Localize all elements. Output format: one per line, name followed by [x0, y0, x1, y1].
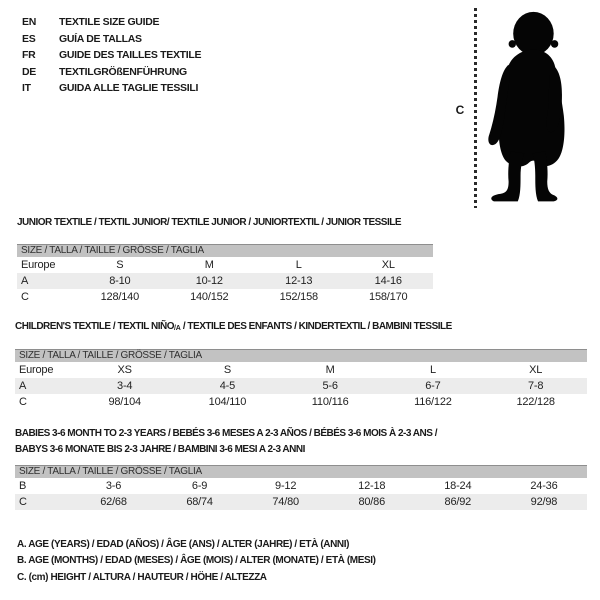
language-title: GUIDE DES TAILLES TEXTILE — [59, 49, 202, 62]
language-title: TEXTILE SIZE GUIDE — [59, 16, 160, 28]
size-cell: 98/104 — [108, 396, 141, 408]
size-cell: 12-13 — [285, 275, 313, 287]
language-block — [22, 14, 201, 97]
children-section — [15, 321, 587, 410]
table-row — [15, 362, 587, 378]
language-code: IT — [22, 82, 31, 95]
table-row — [15, 478, 587, 494]
size-cell: 7-8 — [527, 380, 544, 392]
row-label: B — [19, 480, 27, 492]
size-cell: 14-16 — [374, 275, 402, 287]
size-header-bar: SIZE / TALLA / TAILLE / GRÖSSE / TAGLIA — [15, 349, 587, 362]
size-cell: L — [295, 259, 302, 271]
size-cell: L — [429, 364, 436, 376]
size-cell: 116/122 — [414, 396, 452, 408]
section-title: JUNIOR TEXTILE / TEXTIL JUNIOR/ TEXTILE JUNIOR / JUNIORTEXTIL / JUNIOR TESSILE — [17, 217, 402, 228]
size-cell: 128/140 — [100, 291, 139, 303]
baby-silhouette — [481, 10, 573, 208]
language-title: GUIDA ALLE TAGLIE TESSILI — [59, 82, 199, 95]
legend-note-c: C. (cm) HEIGHT / ALTURA / HAUTEUR / HÖHE / ALTEZZA — [17, 571, 267, 583]
size-cell: XL — [529, 364, 543, 376]
table-row — [17, 257, 433, 273]
language-title: TEXTILGRÖßENFÜHRUNG — [59, 65, 187, 78]
table-row — [15, 394, 587, 410]
babies-section — [15, 426, 587, 510]
title-subscript: /A — [173, 325, 181, 332]
size-cell: 104/110 — [208, 396, 247, 408]
size-cell: XL — [381, 259, 395, 271]
size-cell: 6-9 — [191, 480, 208, 492]
language-row — [22, 47, 201, 64]
size-cell: 3-6 — [105, 480, 122, 492]
section-title: BABIES 3-6 MONTH TO 2-3 YEARS / BEBÉS 3-6 MESES A 2-3 AÑOS / BÉBÉS 3-6 MOIS À 2-3 ANS / BABYS 3-6 MONATE BIS 2-3 JAHRE / BAMBINI 3-6 MESI A 2-3 ANNI — [15, 428, 437, 455]
size-table — [15, 362, 587, 410]
size-cell: 6-7 — [425, 380, 441, 392]
size-cell: M — [204, 259, 214, 271]
size-cell: S — [116, 259, 124, 271]
size-cell: 80/86 — [358, 496, 385, 508]
row-label: A — [21, 275, 29, 287]
size-cell: 92/98 — [530, 496, 558, 508]
size-header-bar: SIZE / TALLA / TAILLE / GRÖSSE / TAGLIA — [15, 465, 587, 478]
language-row — [22, 80, 201, 97]
size-cell: 74/80 — [272, 496, 299, 508]
size-cell: 140/152 — [190, 291, 229, 303]
size-cell: 18-24 — [444, 480, 472, 492]
size-table — [15, 478, 587, 510]
row-label: A — [19, 380, 27, 392]
size-cell: 86/92 — [444, 496, 472, 508]
language-row — [22, 14, 201, 31]
size-cell: 5-6 — [322, 380, 338, 392]
size-cell: S — [223, 364, 231, 376]
language-code: FR — [22, 49, 36, 62]
size-cell: XS — [117, 364, 132, 376]
row-label: C — [19, 396, 27, 408]
size-cell: 4-5 — [219, 380, 236, 392]
size-cell: 8-10 — [109, 275, 131, 287]
language-code: ES — [22, 32, 36, 45]
row-label: Europe — [21, 259, 56, 271]
language-code: DE — [22, 65, 36, 78]
size-cell: 62/68 — [100, 496, 127, 508]
height-label-c: C — [455, 103, 465, 117]
legend-note-a: A. AGE (YEARS) / EDAD (AÑOS) / ÂGE (ANS) / ALTER (JAHRE) / ETÀ (ANNI) — [17, 539, 350, 550]
legend-note-b: B. AGE (MONTHS) / EDAD (MESES) / ÂGE (MOIS) / ALTER (MONATE) / ETÀ (MESI) — [17, 555, 376, 567]
table-row — [15, 378, 587, 394]
size-table — [17, 257, 433, 305]
language-row — [22, 64, 201, 81]
size-cell: 12-18 — [358, 480, 386, 492]
size-cell: 152/158 — [279, 291, 318, 303]
size-cell: 10-12 — [195, 275, 223, 287]
row-label: Europe — [19, 364, 54, 376]
size-cell: 24-36 — [530, 480, 558, 492]
row-label: C — [19, 496, 27, 508]
size-header-bar: SIZE / TALLA / TAILLE / GRÖSSE / TAGLIA — [17, 244, 433, 257]
row-label: C — [21, 291, 29, 303]
junior-section — [17, 217, 433, 305]
language-row — [22, 31, 201, 48]
table-row — [15, 494, 587, 510]
section-title: CHILDREN'S TEXTILE / TEXTIL NIÑO/A / TEXTILE DES ENFANTS / KINDERTEXTIL / BAMBINI TESSILE — [15, 321, 452, 332]
language-title: GUÍA DE TALLAS — [59, 32, 142, 45]
size-cell: 68/74 — [186, 496, 213, 508]
language-code: EN — [22, 16, 36, 28]
height-dashed-line — [474, 8, 477, 208]
table-row — [17, 273, 433, 289]
size-cell: M — [325, 364, 335, 376]
size-cell: 9-12 — [275, 480, 297, 492]
size-cell: 158/170 — [369, 291, 408, 303]
legend-notes — [17, 537, 376, 586]
size-cell: 122/128 — [516, 396, 555, 408]
size-cell: 3-4 — [117, 380, 133, 392]
table-row — [17, 289, 433, 305]
size-cell: 110/116 — [311, 396, 349, 408]
